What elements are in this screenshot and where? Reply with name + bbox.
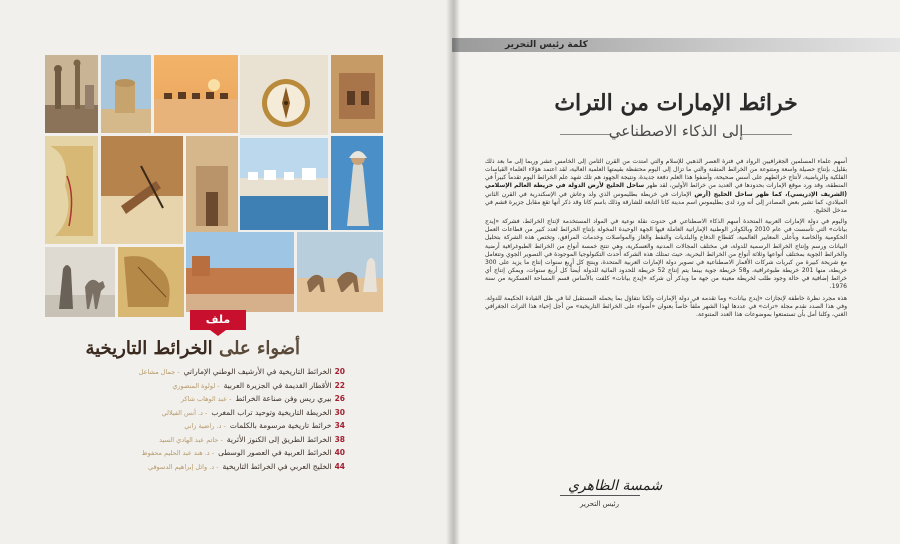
article-subtitle: إلى الذكاء الاصطناعي xyxy=(608,122,744,140)
paragraph-text: أسهم علماء المسلمين الجغرافيين الرواد في فترة العصر الذهبي للإسلام والتي امتدت من القرن الثامن إلى الخامس عشر وربما إلى ما بعد ذلك بقليل، بإنتاج حصيلة واسعة ومتنوعة من الخرائط المتقنة والتي ما تزال إلى اليوم محتفظة بقيمتها العلمية العالية، لقد اعتمد هؤلاء العلماء القياسات الفلكية والرياضية، لأنتاج خرائطهم على أسس صحيحة، وأضفوا هذا العلم دفعة جديدة، ونتيجة الجهود هم تلك شهد علم الخرائط اليوم تقدماً كبيراً في المنطقة، وقد ورد موقع الإمارات بحدودها في العديد من خرائط الأولين، لقد ظهر xyxy=(485,158,847,190)
toc-page-number: 40 xyxy=(334,448,345,457)
collage-old-map-image xyxy=(45,136,98,244)
dossier-title-main: الخرائط التاريخية xyxy=(85,338,213,359)
toc-author: - د. أنس الفيلالي xyxy=(161,408,208,417)
dossier-title-prefix: أضواء على xyxy=(218,338,300,359)
dossier-badge-pointer xyxy=(210,330,226,336)
section-header-label: كلمة رئيس التحرير xyxy=(505,40,588,50)
table-of-contents xyxy=(95,365,345,473)
toc-title: الخريطة التاريخية وتوحيد تراب المغرب xyxy=(211,407,332,417)
paragraph-bold-text: ساحل الخليج لأرض الدولة في خريطة العالم الإسلامي (الشريف الإدريسي)، كما ظهر ساحل الخليج (أرض xyxy=(485,182,847,198)
toc-page-number: 34 xyxy=(334,421,345,430)
collage-desert-camels-image xyxy=(297,232,383,312)
dossier-title xyxy=(50,338,300,359)
editor-role: رئيس التحرير xyxy=(580,500,619,508)
signature-underline xyxy=(560,495,640,496)
collage-fort-tower-image xyxy=(101,55,151,133)
collage-camel-caravan-image xyxy=(154,55,238,133)
article-paragraph: واليوم في دولة الإمارات العربية المتحدة أسهم الذكاء الاصطناعي في حدوث نقلة نوعية في المواد المستخدمة لإنتاج الخرائط، فشركة «إيدج بيانات» التي تأسست في عام 2010 وبالكوادر الوطنية الإماراتية العاملة فيها الجهة الوحيدة المخولة بإنتاج الخرائط لعدد كبير من قطاعات العمل الحكومية والخاصة وبأعلى المعايير العالمية، كقطاع الدفاع والبلديات والنفط والغاز والمواصلات وخدمات المرافق، وتختص هذه الشركة بتحليل البيانات ورسم وإنتاج الخرائط الرسمية للدولة، في مختلف المجالات المدنية والعسكرية، وهي تنتج خمسة أنواع من الخرائط الطبوغرافية أرضية والخرائط الجوية بمختلف أنواعها وثلاثة أنواع من الخرائط البحرية، حيث تمتلك هذه الشركة أحدث التكنولوجيا الموجودة في التصوير الجوي وتتعامل مع شريحة كبيرة من كبريات شركات الأقمار الاصطناعية في تصوير دولة الإمارات العربية المتحدة، وينتج كل أربع سنوات إنتاج ما يزيد على 300 خريطة، منها 201 خريطة طبوغرافية، و58 خريطة جوية بينما يتم إنتاج 52 خريطة للحدود المائية للدولة أيضاً كل أربع سنوات، ويمكن إنتاج أي خرائط إضافية في حالة وجود طلب لخريطة معينة من جهة ما ويذكر أن شركة «إيدج بيانات» كلفت بالأساس قسم المساحة العسكرية من سنة 1976. xyxy=(485,218,848,291)
toc-title: الأقطار القديمة في الجزيرة العربية xyxy=(223,380,332,390)
collage-ancient-map-image xyxy=(118,247,184,317)
page-gutter-shadow xyxy=(446,0,460,544)
collage-camel-rider-image xyxy=(45,247,115,317)
collage-scholar-figure-image xyxy=(331,136,383,230)
toc-author: - عبد الوهاب شاكر xyxy=(180,395,232,403)
toc-page-number: 20 xyxy=(334,367,345,376)
article-paragraph xyxy=(485,158,847,215)
collage-writing-hand-image xyxy=(101,136,183,244)
article-body xyxy=(485,158,847,322)
toc-entry[interactable] xyxy=(95,406,345,420)
toc-page-number: 22 xyxy=(334,380,345,390)
paragraph-text: الإمارات في خريطة بطليموس الذي ولد وعاش في الإسكندرية في القرن الثاني الميلادي، كما تشير بعض المصادر إلى أنه ورد لدى بطليموس اسم مدينة كانا التابعة للشارقة وذلك باسم كانا وقد ذكر أنها تقع مقابل جزيرة قشم في مدخل الخليج. xyxy=(485,190,847,214)
collage-minarets-image xyxy=(45,55,98,133)
toc-entry[interactable] xyxy=(95,419,345,433)
toc-author: - د. وائل إبراهيم الدسوقي xyxy=(148,462,219,471)
toc-page-number: 38 xyxy=(334,434,345,444)
toc-page-number: 44 xyxy=(334,461,345,471)
toc-title: خرائط تاريخية مرسومة بالكلمات xyxy=(229,421,332,430)
toc-author: - لولوة المنصوري xyxy=(172,381,220,390)
collage-fort-wall-image xyxy=(186,232,294,312)
toc-page-number: 26 xyxy=(334,394,345,403)
toc-entry[interactable] xyxy=(95,433,345,447)
toc-title: بيري ريس وفن صناعة الخرائط xyxy=(235,394,332,403)
toc-author: - د. راضية زاني xyxy=(184,422,226,430)
article-title: خرائط الإمارات من التراث xyxy=(554,90,798,116)
collage-heritage-house-image xyxy=(186,136,238,244)
toc-entry[interactable] xyxy=(95,379,345,393)
toc-author: - حاتم عبد الهادي السيد xyxy=(159,435,223,444)
collage-compass-image xyxy=(240,55,328,135)
toc-title: الخرائط الطريق إلى الكنوز الأثرية xyxy=(226,434,332,444)
toc-entry[interactable] xyxy=(95,446,345,460)
toc-entry[interactable] xyxy=(95,392,345,406)
toc-title: الخرائط العربية في العصور الوسطى xyxy=(218,448,332,457)
toc-title: الخليج العربي في الخرائط التاريخية xyxy=(222,461,332,471)
collage-coastal-town-image xyxy=(240,138,328,230)
toc-page-number: 30 xyxy=(334,407,345,417)
editor-signature: شمسة الظاهري xyxy=(568,478,663,494)
toc-author: - د. هند عبد الحليم محفوظ xyxy=(141,449,215,457)
dossier-badge: ملف xyxy=(190,310,246,330)
article-paragraph: هذه مجرد نظرة خاطفة لإنجازات «إيدج بيانات» وما تقدمه في دولة الإمارات ولكنا نتفاؤل بما يحمله المستقبل لنا في ظل القيادة الحكيمة للدولة. وفي هذا الصدد نقدم مجلة «تراث» في عددها لهذا الشهر ملفاً خاصاً بعنوان «أضواء على الخرائط التاريخية» من أجل إحياء هذا التراث الجغرافي الغني، وكلنا أمل بأن تستمتعوا بموضوعات هذا العدد المتنوعة. xyxy=(485,294,847,318)
toc-title: الخرائط التاريخية في الأرشيف الوطني الإماراتي xyxy=(183,367,332,376)
toc-entry[interactable] xyxy=(95,460,345,474)
collage-old-building-image xyxy=(331,55,383,133)
toc-author: - جمال مشاعل xyxy=(138,368,180,376)
toc-entry[interactable] xyxy=(95,365,345,379)
